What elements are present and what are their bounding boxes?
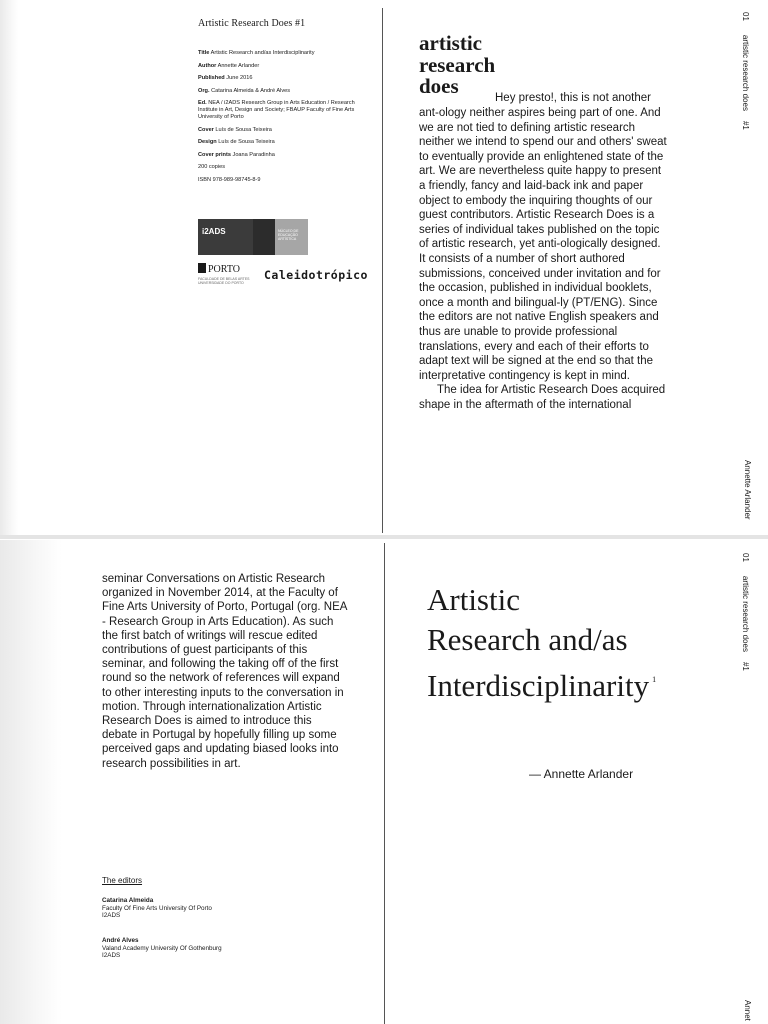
colophon-row: Design Luís de Sousa Teixeira [198, 139, 275, 145]
running-head-author-bottom: Annet [743, 1000, 752, 1021]
colophon-row: ISBN 978-989-98745-8-9 [198, 176, 261, 183]
footnote-mark: 1 [652, 675, 657, 684]
uporto-mark-icon [198, 263, 206, 273]
left-margin-shadow-bottom [0, 540, 62, 1024]
spread-divider [0, 535, 768, 539]
colophon-row: Title Artistic Research and/as Interdisciplinarity [198, 50, 315, 56]
i2ads-logo-dark-block [253, 219, 275, 255]
publisher-logo: Caleidotrópico [264, 268, 368, 282]
nea-logo: NÚCLEO DE EDUCAÇÃO ARTÍSTICA [275, 219, 308, 255]
editor-entry: André Alves Valand Academy University Of Gothenburg I2ADS [102, 937, 222, 959]
editors-heading: The editors [102, 876, 143, 885]
intro-first-line: Hey presto!, this is not another [495, 92, 651, 104]
i2ads-logo: i2ADS [198, 219, 253, 255]
colophon-row: Ed. NEA / i2ADS Research Group in Arts Education / Research Institute in Art, Design and Society; FBAUP Faculty of Fine Arts University of Porto [198, 100, 355, 120]
continuation-text: seminar Conversations on Artistic Research organized in November 2014, at the Faculty of Fine Arts University of Porto, Portugal (org. NEA - Research Group in Arts Education). As such the first batch of writings will rescue edited contributions of guest participants of this seminar, and following the taking off of the first round so the network of references will expand to other interesting inputs to the conversation in motion. Through internationalization Artistic Research Does is aimed to introduce this debate in Portugal by hopefully filling up some perceived gaps and updating biased looks into research possibilities in art. [102, 573, 347, 770]
uporto-faculty-label: FACULDADE DE BELAS ARTES UNIVERSIDADE DO PORTO [198, 277, 250, 285]
colophon-row: 200 copies [198, 164, 226, 170]
colophon-row: Org. Catarina Almeida & André Alves [198, 87, 291, 94]
fold-line-top [382, 8, 383, 533]
running-head-bottom: 01artistic research does#1 [741, 553, 750, 671]
intro-text [419, 106, 669, 412]
fold-line-bottom [384, 543, 385, 1024]
colophon-row: Cover Luís de Sousa Teixeira [198, 126, 272, 133]
colophon-row: Author Annette Arlander [198, 62, 260, 69]
running-head-author-top: Annette Arlander [743, 460, 752, 520]
editor-entry: Catarina Almeida Faculty Of Fine Arts University Of Porto I2ADS [102, 897, 212, 919]
uporto-logo: PORTO [198, 263, 240, 275]
series-brand: artistic research does [419, 31, 496, 98]
series-title: Artistic Research Does #1 [198, 18, 306, 29]
colophon-row: Published June 2016 [198, 75, 253, 81]
intro-paragraph-1: ant-ology neither aspires being part of one. And we are not tied to defining artistic research neither we intend to spend our and others' sweat to eventually provide an enlightened state of the art. We are nevertheless quite happy to present a friendly, fancy and laid-back ink and paper object to embody the inquiring thoughts of our guest contributors. Artistic Research Does is a series of individual takes published on the topic of artistic research, yet anti-ologically designed. It consists of a number of short authored submissions, conceived under invitation and for the occasion, published in individual booklets, once a month and bilingual-ly (PT/ENG). Since the editors are not native English speakers and thus are unable to provide professional translations, every and each of their efforts to adapt text will be signed at the end so that the interpretative contingency is kept in mind. [419, 107, 667, 382]
colophon-list [198, 50, 373, 189]
author-byline: — Annette Arlander [529, 767, 634, 781]
colophon-row: Cover prints Joana Paradinha [198, 151, 275, 158]
essay-title: Artistic Research and/as Interdisciplinarity $^1$ [427, 582, 657, 703]
left-margin-shadow-top [0, 0, 18, 535]
running-head-top: 01artistic research does#1 [741, 12, 750, 130]
intro-paragraph-2: The idea for Artistic Research Does acquired shape in the aftermath of the international [419, 384, 666, 411]
